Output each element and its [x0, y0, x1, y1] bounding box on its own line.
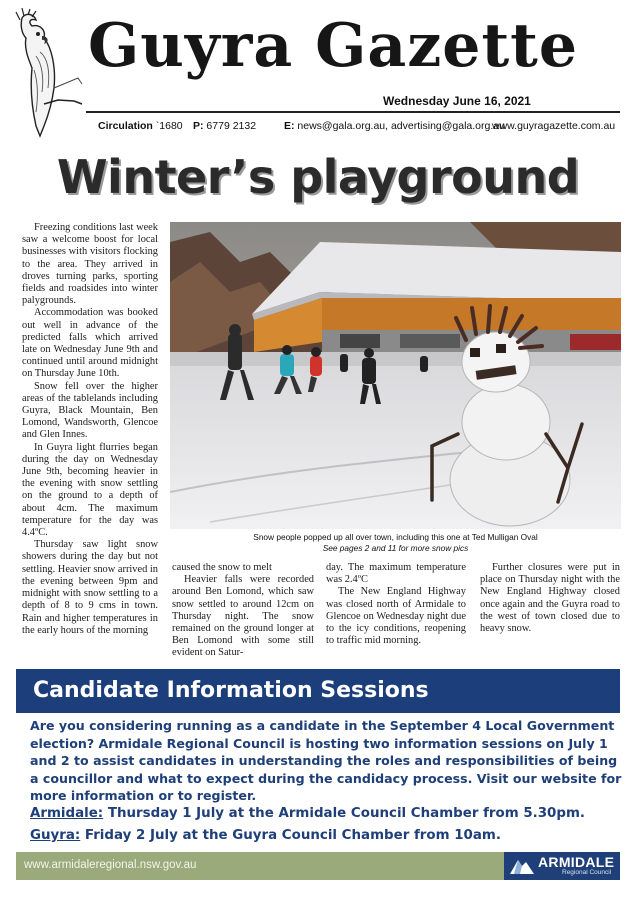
paragraph: Snow fell over the higher areas of the tablelands including Guyra, Black Mountain, Ben Lomond, Wandsworth, Glencoe and Glen Innes. [22, 380, 158, 441]
council-website-link[interactable]: www.armidaleregional.nsw.gov.au [24, 859, 197, 871]
caption-text: Snow people popped up all over town, including this one at Ted Mulligan Oval [253, 532, 538, 542]
paper-website: www.guyragazette.com.au [492, 120, 616, 132]
ad-banner [16, 669, 620, 713]
paper-name: Guyra Gazette [88, 11, 579, 81]
paragraph: Heavier falls were recorded around Ben Lomond, which saw snow settled to around 12cm on Thursday night. The snow remained on the ground longer at Ben Lomond with some still evident on Satur- [172, 574, 314, 659]
article-column-4 [480, 562, 620, 635]
article-column-1 [22, 222, 158, 637]
paragraph: Freezing conditions last week saw a welcome boost for local businesses with visitors flocking to the area. They arrived in droves turning parks, sporting fields and roadsides into winter palygrounds. [22, 222, 158, 307]
paragraph: Thursday saw light snow showers during the day but not settling. Heavier snow arrived in the evening between 9pm and midnight with snow settling to a depth of 8 to 9 cms in town. Rain and higher temperatures in the early hours of the morning [22, 539, 158, 636]
article-column-3 [326, 562, 466, 647]
email: E: news@gala.org.au, advertising@gala.org.au [284, 120, 505, 132]
paragraph: In Guyra light flurries began during the day on Wednesday June 9th, becoming heavier in the evening with snow settling on the ground to a depth of about 4cm. The maximum temperature for the day was 4.4ºC. [22, 441, 158, 539]
headline: Winter’s playground [56, 150, 580, 204]
ad-body: Are you considering running as a candidate in the September 4 Local Government election? Armidale Regional Council is hosting two information sessions on July 1 and 2 to assist candidates in understanding the roles and responsibilities of being a councillor and what to expect during the candidacy process. Visit our website for more information or to register. [30, 718, 622, 803]
snowman-photo [170, 222, 621, 529]
ad-session-armidale [30, 805, 622, 823]
paragraph: Further closures were put in place on Thursday night with the New England Highway closed once again and the Guyra road to the west of town closed due to heavy snow. [480, 562, 620, 635]
council-logo-word: ARMIDALE [538, 854, 615, 870]
council-logo-subtitle: Regional Council [562, 869, 612, 876]
issue-date: Wednesday June 16, 2021 [383, 94, 531, 108]
ad-session-guyra [30, 827, 622, 845]
paragraph-continued: caused the snow to melt [172, 562, 272, 573]
photo-caption [170, 532, 621, 554]
caption-subtext: See pages 2 and 11 for more snow pics [322, 543, 469, 553]
phone: P: 6779 2132 [193, 120, 257, 132]
ad-footer [16, 852, 620, 880]
ad-title: Candidate Information Sessions [33, 678, 429, 703]
session-place: Armidale: [30, 806, 104, 821]
paragraph-continued: day. The maximum temperature was 2.4ºC [326, 562, 466, 586]
session-detail: Friday 2 July at the Guyra Council Chamber from 10am. [80, 828, 501, 843]
article-column-2 [172, 562, 314, 660]
session-place: Guyra: [30, 828, 81, 843]
circulation: Circulation `1680 [98, 120, 183, 132]
cockatoo-logo-icon [14, 8, 84, 138]
contact-row [98, 120, 618, 136]
council-logo [504, 852, 620, 880]
council-logo-icon [508, 856, 536, 876]
paragraph: Accommodation was booked out well in advance of the predicted falls which arrived late on Wednesday June 9th and continued until around midnight on Thursday June 10th. [22, 307, 158, 380]
session-detail: Thursday 1 July at the Armidale Council Chamber from 5.30pm. [103, 806, 585, 821]
paragraph: The New England Highway was closed north of Armidale to Glencoe on Wednesday night due to the icy conditions, reopening to traffic mid morning. [326, 586, 466, 647]
masthead [0, 0, 636, 140]
masthead-rule [86, 111, 620, 113]
